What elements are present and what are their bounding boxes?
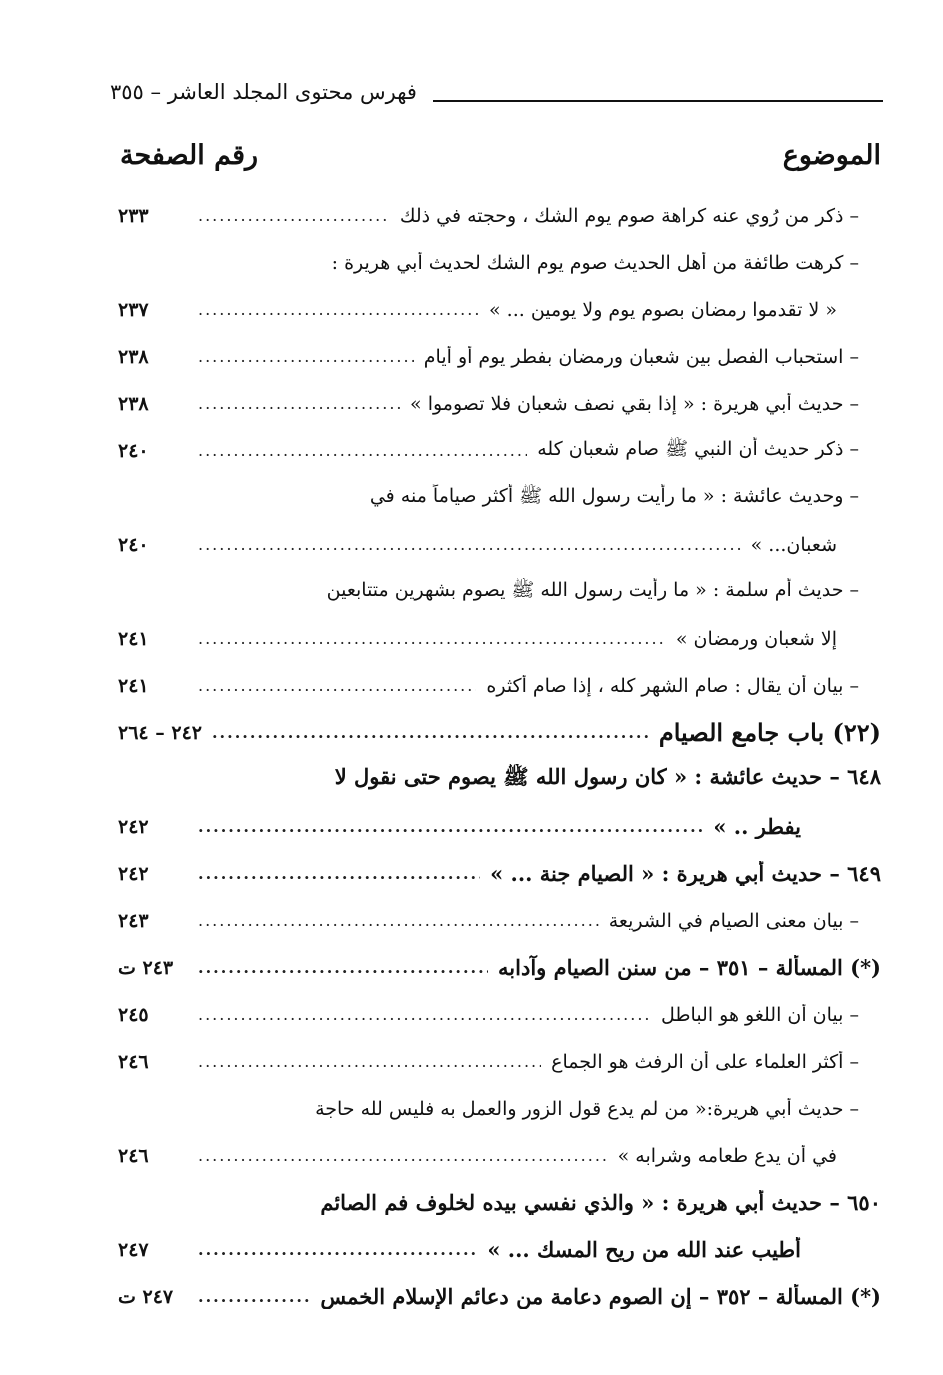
entry-text: ٦٥٠ – حديث أبي هريرة : « والذي نفسي بيده لخلوف فم الصائم xyxy=(320,1190,881,1215)
entry-page: ٢٣٨ xyxy=(118,392,149,415)
entry-page: ٢٤٥ xyxy=(118,1003,149,1026)
entry-page: ٢٤٦ xyxy=(118,1144,149,1167)
entry-text: ٦٤٩ – حديث أبي هريرة : « الصيام جنة ... » xyxy=(490,861,881,886)
entry-text: (*) المسألة – ٣٥١ – من سنن الصيام وآدابه xyxy=(498,955,881,980)
entry-page: ٢٤١ xyxy=(118,627,149,650)
running-header xyxy=(110,78,883,112)
entry-page: ٢٤٧ xyxy=(118,1238,149,1261)
index-entry xyxy=(118,897,881,944)
entry-page: ٢٣٨ xyxy=(118,345,149,368)
index-entry xyxy=(118,615,881,662)
entry-page: ٢٤٢ xyxy=(118,862,149,885)
entry-text: – استحباب الفصل بين شعبان ورمضان بفطر يوم أو أيام xyxy=(423,345,859,368)
entry-text: – حديث أبي هريرة : « إذا بقي نصف شعبان فلا تصوموا » xyxy=(410,392,859,415)
leader-dots xyxy=(198,535,741,555)
index-entry xyxy=(118,427,881,474)
index-entries xyxy=(118,192,881,1320)
leader-dots xyxy=(198,676,476,696)
entry-page: ٢٤٦ xyxy=(118,1050,149,1073)
entry-page: ٢٤٣ xyxy=(118,909,149,932)
entry-page: ٢٤٧ ت xyxy=(118,1285,174,1308)
leader-dots xyxy=(198,300,479,320)
leader-dots xyxy=(198,1052,541,1072)
entry-text: – حديث أم سلمة : « ما رأيت رسول الله ﷺ يصوم بشهرين متتابعين xyxy=(326,578,859,601)
entry-text: في أن يدع طعامه وشرابه » xyxy=(617,1144,837,1167)
leader-dots xyxy=(198,911,599,931)
index-entry xyxy=(118,1132,881,1179)
index-entry xyxy=(118,1226,881,1273)
entry-text: إلا شعبان ورمضان » xyxy=(675,627,837,650)
index-entry xyxy=(118,1273,881,1320)
entry-page: ٢٣٣ xyxy=(118,204,149,227)
leader-dots xyxy=(198,394,400,414)
running-title: فهرس محتوى المجلد العاشر – ٣٥٥ xyxy=(110,80,417,104)
leader-dots xyxy=(198,629,666,649)
entry-page: ٢٤١ xyxy=(118,674,149,697)
leader-dots xyxy=(198,206,390,226)
entry-text: (*) المسألة – ٣٥٢ – إن الصوم دعامة من دعائم الإسلام الخمس xyxy=(320,1284,881,1309)
header-rule xyxy=(433,100,883,102)
entry-page: ٢٤٠ xyxy=(118,439,149,462)
index-entry xyxy=(118,1179,881,1226)
entry-page: ٢٣٧ xyxy=(118,298,149,321)
entry-page: ٢٤٠ xyxy=(118,533,149,556)
index-entry xyxy=(118,568,881,615)
entry-page: ٢٤٢ xyxy=(118,815,149,838)
entry-text: – بيان معنى الصيام في الشريعة xyxy=(608,909,859,932)
page-column-heading: رقم الصفحة xyxy=(120,140,259,171)
index-entry xyxy=(118,1085,881,1132)
entry-text: – أكثر العلماء على أن الرفث هو الجماع xyxy=(551,1050,859,1073)
entry-text: يفطر .. » xyxy=(713,814,801,839)
entry-page: ٢٤٣ ت xyxy=(118,956,174,979)
leader-dots xyxy=(198,441,527,461)
index-entry xyxy=(118,662,881,709)
entry-text: – ذكر حديث أن النبي ﷺ صام شعبان كله xyxy=(537,437,859,460)
entry-text: – حديث أبي هريرة:« من لم يدع قول الزور والعمل به فليس لله حاجة xyxy=(315,1097,859,1120)
index-entry xyxy=(118,756,881,803)
entry-text: – بيان أن يقال : صام الشهر كله ، إذا صام أكثره xyxy=(486,674,859,697)
index-entry xyxy=(118,991,881,1038)
leader-dots xyxy=(198,1005,651,1025)
leader-dots xyxy=(198,817,703,837)
entry-text: – بيان أن اللغو هو الباطل xyxy=(661,1003,859,1026)
entry-text: (٢٢) باب جامع الصيام xyxy=(658,718,881,747)
topic-column-heading: الموضوع xyxy=(782,140,881,171)
index-entry xyxy=(118,239,881,286)
leader-dots xyxy=(198,1240,477,1260)
leader-dots xyxy=(198,1287,310,1307)
entry-page: ٢٤٢ – ٢٦٤ xyxy=(118,721,202,744)
entry-text: – وحديث عائشة : « ما رأيت رسول الله ﷺ أكثر صياماً منه في xyxy=(369,484,859,507)
index-entry xyxy=(118,333,881,380)
index-entry xyxy=(118,521,881,568)
leader-dots xyxy=(212,723,649,743)
index-entry xyxy=(118,803,881,850)
index-entry xyxy=(118,474,881,521)
entry-text: أطيب عند الله من ريح المسك ... » xyxy=(487,1237,801,1262)
index-entry xyxy=(118,380,881,427)
entry-text: شعبان... » xyxy=(750,533,837,556)
index-entry xyxy=(118,944,881,991)
index-entry xyxy=(118,1038,881,1085)
leader-dots xyxy=(198,958,488,978)
entry-text: – ذكر من رُوي عنه كراهة صوم يوم الشك ، وحجته في ذلك xyxy=(399,204,859,227)
entry-text: – كرهت طائفة من أهل الحديث صوم يوم الشك لحديث أبي هريرة : xyxy=(331,251,859,274)
entry-text: « لا تقدموا رمضان بصوم يوم ولا يومين ... » xyxy=(489,298,837,321)
leader-dots xyxy=(198,864,480,884)
chapter-heading xyxy=(118,709,881,756)
index-entry xyxy=(118,286,881,333)
index-entry xyxy=(118,850,881,897)
leader-dots xyxy=(198,347,414,367)
index-entry xyxy=(118,192,881,239)
entry-text: ٦٤٨ – حديث عائشة : « كان رسول الله ﷺ يصوم حتى نقول لا xyxy=(334,764,881,789)
leader-dots xyxy=(198,1146,608,1166)
